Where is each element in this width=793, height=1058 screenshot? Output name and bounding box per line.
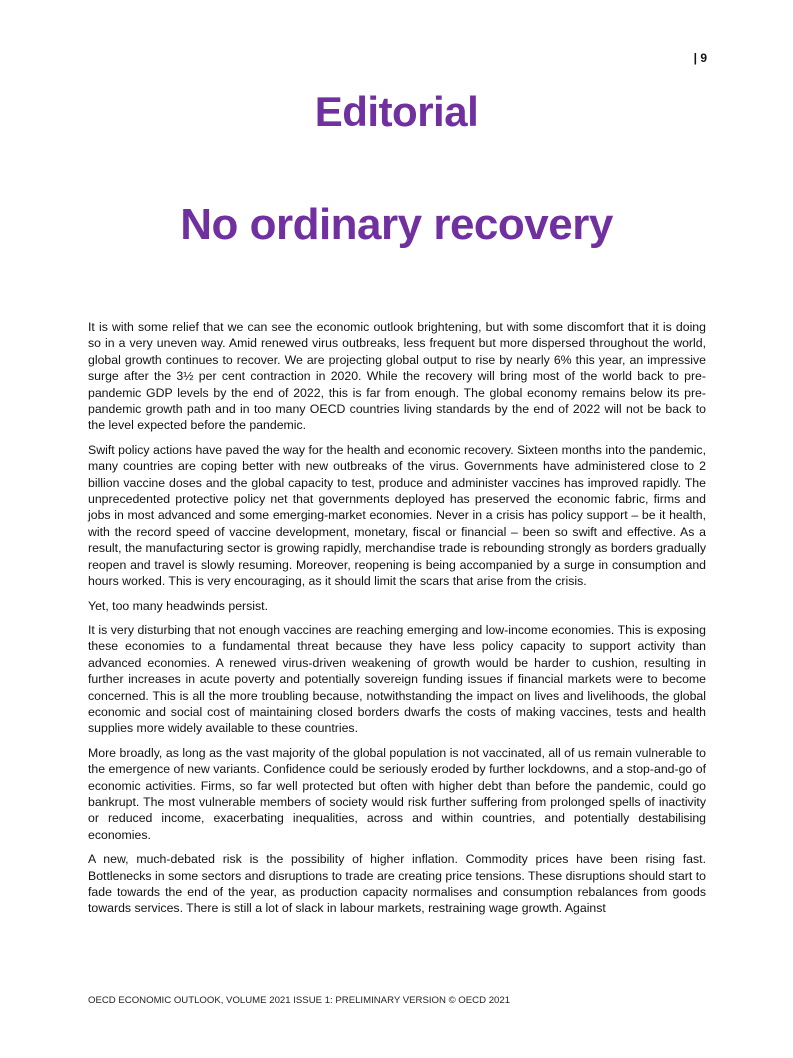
page-footer: OECD ECONOMIC OUTLOOK, VOLUME 2021 ISSUE 1: PRELIMINARY VERSION © OECD 2021 [88, 995, 511, 1006]
paragraph-5: More broadly, as long as the vast majority of the global population is not vaccinated, all of us remain vulnerable to the emergence of new variants. Confidence could be seriously eroded by further lockdowns, and a stop-and-go of economic activities. Firms, so far well protected but often with higher debt than before the pandemic, could go bankrupt. The most vulnerable members of society would risk further suffering from prolonged spells of inactivity or reduced income, exacerbating inequalities, across and within countries, and potentially destabilising economies. [88, 745, 706, 842]
page-title: Editorial [314, 88, 479, 135]
paragraph-2: Swift policy actions have paved the way for the health and economic recovery. Sixteen months into the pandemic, many countries are coping better with new outbreaks of the virus. Governments have administered close to 2 billion vaccine doses and the global capacity to test, produce and administer vaccines has improved rapidly. The unprecedented protective policy net that governments deployed has preserved the economic fabric, firms and jobs in most advanced and some emerging-market economies. Never in a crisis has policy support – be it health, with the record speed of vaccine development, monetary, fiscal or financial – been so swift and effective. As a result, the manufacturing sector is growing rapidly, merchandise trade is rebounding strongly as borders gradually reopen and travel is slowly resuming. Moreover, reopening is being accompanied by a surge in consumption and hours worked. This is very encouraging, as it should limit the scars that arise from the crisis. [88, 442, 706, 589]
body-text [88, 319, 706, 925]
page-subtitle: No ordinary recovery [180, 200, 613, 249]
page-number: | 9 [693, 51, 707, 65]
paragraph-6: A new, much-debated risk is the possibility of higher inflation. Commodity prices have been rising fast. Bottlenecks in some sectors and disruptions to trade are creating price tensions. These disruptions should start to fade towards the end of the year, as production capacity normalises and consumption rebalances from goods towards services. There is still a lot of slack in labour markets, restraining wage growth. Against [88, 852, 706, 916]
paragraph-4: It is very disturbing that not enough vaccines are reaching emerging and low-income economies. This is exposing these economies to a fundamental threat because they have less policy capacity to support activity than advanced economies. A renewed virus-driven weakening of growth would be harder to cushion, resulting in further increases in acute poverty and potentially sovereign funding issues if financial markets were to become concerned. This is all the more troubling because, notwithstanding the impact on lives and livelihoods, the global economic and social cost of maintaining closed borders dwarfs the costs of making vaccines, tests and health supplies more widely available to these countries. [88, 622, 706, 736]
paragraph-1: It is with some relief that we can see the economic outlook brightening, but with some discomfort that it is doing so in a very uneven way. Amid renewed virus outbreaks, less frequent but more dispersed throughout the world, global growth continues to recover. We are projecting global output to rise by nearly 6% this year, an impressive surge after the 3½ per cent contraction in 2020. While the recovery will bring most of the world back to pre-pandemic GDP levels by the end of 2022, this is far from enough. The global economy remains below its pre-pandemic growth path and in too many OECD countries living standards by the end of 2022 will not be back to the level expected before the pandemic. [88, 320, 706, 433]
paragraph-3: Yet, too many headwinds persist. [88, 598, 269, 613]
